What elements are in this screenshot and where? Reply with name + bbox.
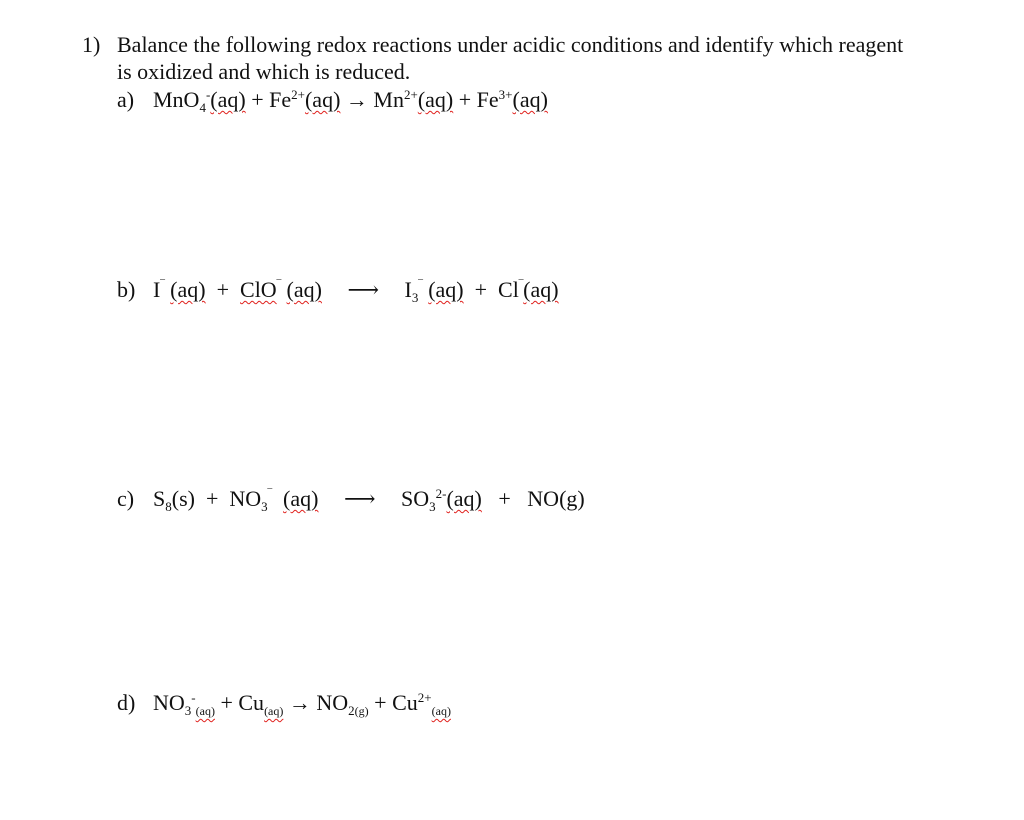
reaction-a-reactant1: MnO$_4$-(aq) bbox=[153, 87, 246, 115]
question-text-line2: is oxidized and which is reduced. bbox=[117, 59, 411, 84]
question-text-line1: Balance the following redox reactions under acidic conditions and identify which reagent bbox=[117, 32, 904, 57]
reaction-c-reactant2: $NO_3^‾$ (aq) bbox=[229, 486, 319, 514]
reaction-a-product2: $Fe^{3+}(aq)$ bbox=[476, 87, 548, 112]
reaction-c-arrow: ⟶ bbox=[343, 486, 376, 511]
reaction-a-arrow: → bbox=[345, 87, 368, 112]
reaction-c-plus1: + bbox=[205, 486, 219, 511]
reaction-d-plus1: + bbox=[220, 690, 233, 715]
reaction-b-plus1: + bbox=[216, 277, 230, 302]
reaction-a-label: a) bbox=[117, 87, 135, 112]
reaction-b-reactant1: I‾ (aq) bbox=[153, 277, 206, 302]
reaction-d-arrow: → bbox=[288, 690, 311, 715]
reaction-b-product2: Cl‾(aq) bbox=[498, 277, 559, 302]
reaction-b-product1: $I_3^‾$ (aq) bbox=[404, 277, 464, 305]
reaction-d-label: d) bbox=[117, 690, 136, 715]
reaction-c-plus2: + bbox=[498, 486, 511, 511]
reaction-a bbox=[117, 87, 548, 113]
reaction-b-plus2: + bbox=[474, 277, 488, 302]
reaction-d-product1: $NO_{2(g)}$ bbox=[316, 690, 369, 718]
reaction-c-label: c) bbox=[117, 486, 135, 511]
reaction-b-reactant2: ClO‾ (aq) bbox=[240, 277, 322, 302]
reaction-d bbox=[117, 690, 451, 724]
question-number: 1) bbox=[82, 32, 101, 57]
reaction-b-arrow: ⟶ bbox=[347, 277, 380, 302]
reaction-d-reactant1: $NO_3^-_{(aq)}$ bbox=[153, 690, 215, 718]
reaction-d-reactant2: $Cu_{(aq)}$ bbox=[238, 690, 284, 718]
reaction-c bbox=[117, 486, 585, 512]
reaction-c-product2: NO(g) bbox=[527, 486, 585, 511]
reaction-c-product1: $SO_3^{2-}(aq)$ bbox=[400, 486, 482, 514]
reaction-b-label: b) bbox=[117, 277, 136, 302]
reaction-d-product2: $Cu^{2+}_{(aq)}$ bbox=[392, 690, 451, 718]
reaction-a-plus2: + bbox=[458, 87, 472, 112]
reaction-a-plus1: + bbox=[251, 87, 264, 112]
reaction-d-plus2: + bbox=[374, 690, 387, 715]
reaction-a-reactant2: $Fe^{2+}(aq)$ bbox=[269, 87, 341, 112]
reaction-b bbox=[117, 277, 559, 303]
reaction-c-reactant1: $S_8(s)$ bbox=[153, 486, 195, 514]
reaction-a-product1: $Mn^{2+}(aq)$ bbox=[373, 87, 454, 112]
